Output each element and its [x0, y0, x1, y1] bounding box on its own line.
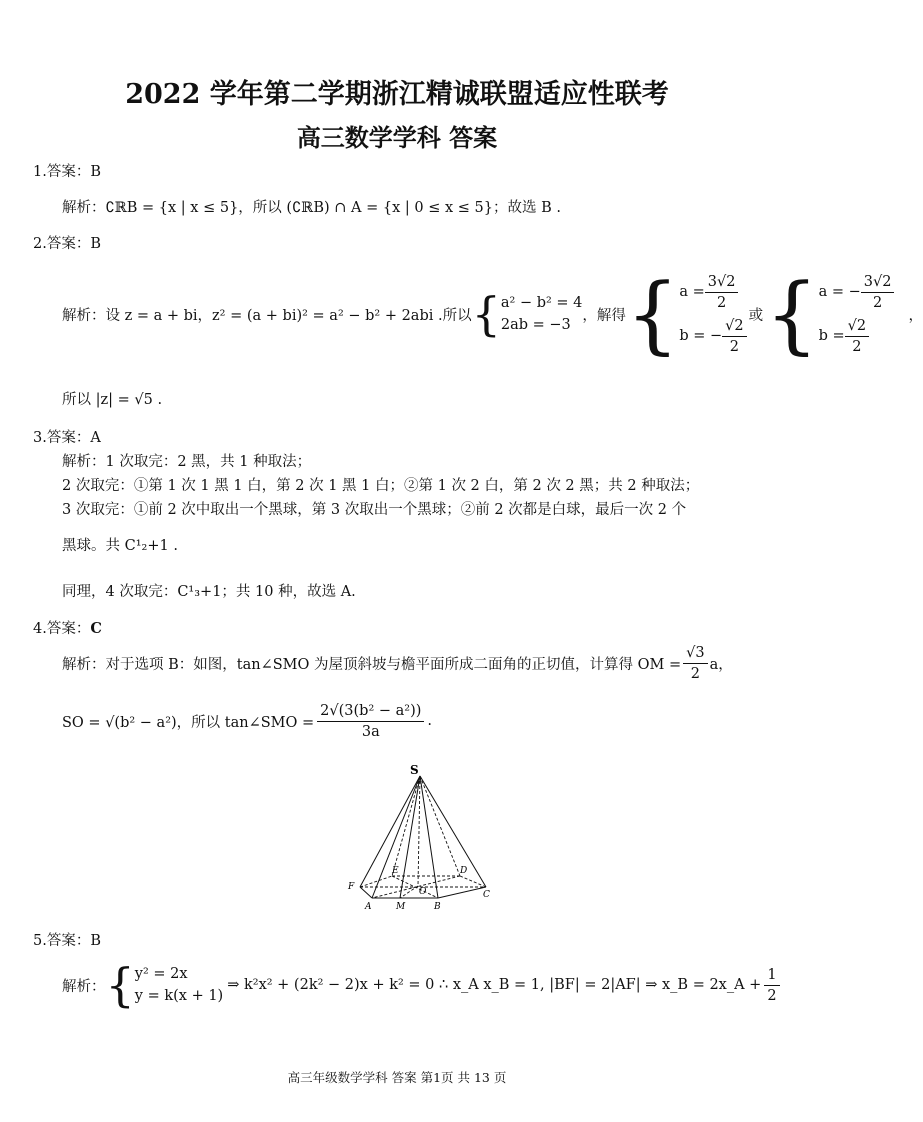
q4-so-line: [62, 696, 432, 746]
q3-line-5: 同理，4 次取完：C¹₃+1；共 10 种，故选 A.: [62, 584, 356, 600]
left-brace-icon: {: [625, 265, 680, 363]
q2-sol2-a-label: a = −: [818, 284, 861, 300]
edge-OM: [400, 886, 418, 898]
q5-analysis: [62, 958, 780, 1012]
edge-SA: [372, 776, 420, 898]
pyramid-figure: [340, 762, 500, 914]
edge-SD: [420, 776, 460, 876]
q4-analysis-line: [62, 640, 733, 686]
edge-DC: [460, 876, 486, 887]
q2-sol1-a-label: a =: [679, 284, 705, 300]
q2-conclusion: 所以 |z| = √5 .: [62, 392, 163, 408]
q5-answer: 5.答案：B: [33, 933, 101, 949]
page-subtitle: 高三数学学科 答案: [296, 123, 498, 152]
left-brace-icon: {: [765, 265, 819, 363]
q1-analysis: 解析：∁ℝB = {x | x ≤ 5}，所以 (∁ℝB) ∩ A = {x | 0 ≤ x ≤ 5}；故选 B .: [62, 200, 561, 216]
q2-answer: 2.答案：B: [33, 236, 101, 252]
q2-sys1-eq2: 2ab = −3: [500, 317, 571, 333]
q1-answer: 1.答案：B: [33, 164, 101, 180]
label-D: D: [460, 866, 468, 876]
q2-sol2-b-frac: $\frac{√2}{2}$: [845, 316, 869, 357]
q2-system-1: [501, 292, 583, 336]
q3-line-4: 黑球。共 C¹₂+1 .: [62, 538, 178, 554]
q4-tan-frac: $\frac{\text{2√(3(b² − a²))}}{3a}$: [317, 701, 424, 742]
edge-SO: [418, 776, 420, 886]
q2-solution-2: [819, 270, 895, 358]
q4-om-frac: $\frac{√3}{2}$: [683, 643, 707, 684]
q2-or: 或: [748, 307, 764, 324]
label-C: C: [483, 890, 490, 900]
q2-analysis: [62, 265, 923, 363]
edge-BC: [438, 887, 486, 898]
q2-sol2-a-frac: $\frac{3√2}{2}$: [861, 272, 895, 313]
q4-answer-letter: C: [90, 620, 102, 637]
page-title: 2022 学年第二学期浙江精诚联盟适应性联考: [125, 79, 669, 110]
q2-comma: ，: [908, 307, 923, 324]
q2-sol1-b-frac: $\frac{√2}{2}$: [722, 316, 746, 357]
q3-line-1: 解析：1 次取完：2 黑，共 1 种取法；: [62, 454, 312, 470]
label-B: B: [434, 902, 441, 912]
q2-sys1-eq1: a² − b² = 4: [500, 295, 583, 311]
label-A: A: [365, 902, 372, 912]
q5-frac: $\frac{1}{2}$: [764, 965, 779, 1006]
q2-prefix: 解析：设 z = a + bi，z² = (a + bi)² = a² − b² + 2abi .所以: [62, 307, 472, 324]
q2-sol2-b-label: b =: [818, 328, 845, 344]
q5-system: [135, 963, 223, 1007]
label-O: O: [419, 887, 427, 897]
q5-sys-eq2: y = k(x + 1): [134, 988, 224, 1004]
edge-SC: [420, 776, 486, 887]
page-footer: 高三年级数学学科 答案 第1页 共 13 页: [287, 1070, 507, 1085]
q4-answer: 4.答案：C: [33, 620, 102, 637]
label-F: F: [348, 882, 355, 892]
q4-tan-tail: .: [427, 713, 433, 729]
label-E: E: [392, 866, 399, 876]
q5-sys-eq1: y² = 2x: [134, 966, 188, 982]
edge-FA: [360, 887, 372, 898]
q4-om-tail: a，: [709, 656, 733, 673]
q3-line-3: 3 次取完：①前 2 次中取出一个黑球，第 3 次取出一个黑球；②前 2 次都是白球，最后一次 2 个: [62, 502, 687, 518]
q4-so-text: SO = √(b² − a²)，所以 tan∠SMO =: [62, 714, 315, 731]
q3-answer: 3.答案：A: [33, 430, 101, 446]
q2-solution-1: [679, 270, 746, 358]
q5-prefix: 解析：: [62, 978, 106, 995]
label-S: S: [410, 763, 419, 777]
q4-analysis-prefix: 解析：对于选项 B：如图，tan∠SMO 为屋顶斜坡与檐平面所成二面角的正切值，计算得 OM =: [62, 656, 682, 673]
left-brace-icon: {: [471, 287, 501, 341]
q5-tail: ⇒ k²x² + (2k² − 2)x + k² = 0 ∴ x_A x_B = 1, |BF| = 2|AF| ⇒ x_B = 2x_A +: [227, 977, 762, 993]
edge-SB: [420, 776, 438, 898]
q2-sol1-b-label: b = −: [679, 328, 723, 344]
left-brace-icon: {: [105, 958, 135, 1012]
q3-line-2: 2 次取完：①第 1 次 1 黑 1 白，第 2 次 1 黑 1 白；②第 1 次 2 白，第 2 次 2 黑；共 2 种取法；: [62, 478, 700, 494]
q2-sol1-a-frac: $\frac{3√2}{2}$: [705, 272, 739, 313]
q2-solve: ，解得: [582, 307, 626, 324]
label-M: M: [396, 902, 406, 912]
